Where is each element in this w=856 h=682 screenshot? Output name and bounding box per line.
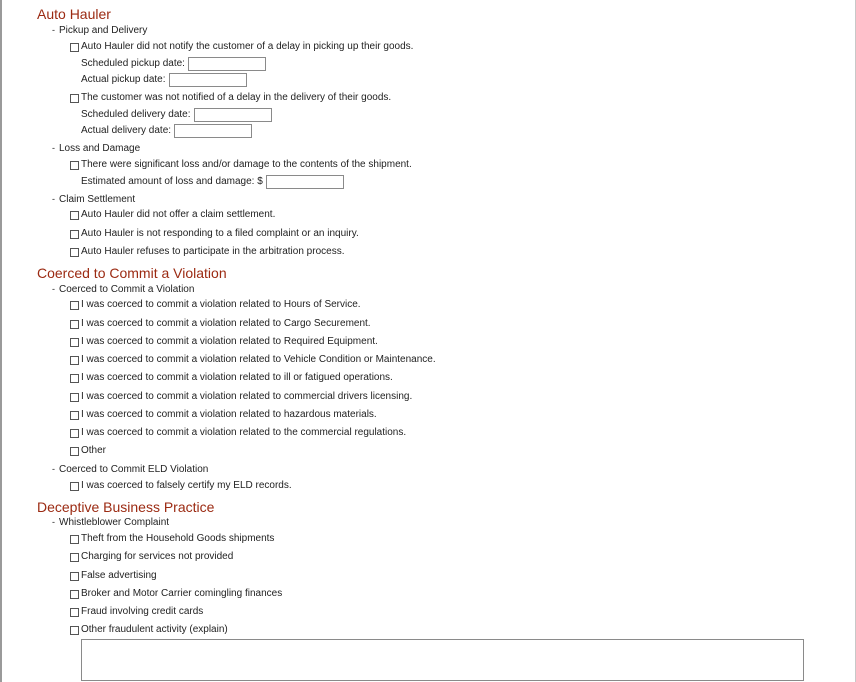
checkbox-row-false-advertising[interactable] [70,570,157,582]
pickup-delay-label: Auto Hauler did not notify the customer of a delay in picking up their goods. [81,41,414,52]
actual-delivery-row [81,124,252,138]
coerced-vehicle-label: I was coerced to commit a violation related to Vehicle Condition or Maintenance. [81,354,436,365]
other-fraud-explain-textarea[interactable] [81,639,804,681]
coerced-equipment-label: I was coerced to commit a violation related to Required Equipment. [81,336,378,347]
checkbox-row-significant-loss[interactable] [70,159,412,171]
checkbox-row-charging[interactable] [70,551,233,563]
estimate-loss-label: Estimated amount of loss and damage: $ [81,176,263,187]
checkbox-row-theft[interactable] [70,533,274,545]
checkbox-row-coerced-fatigued[interactable] [70,372,393,384]
coerced-cargo-label: I was coerced to commit a violation related to Cargo Securement. [81,318,371,329]
scheduled-pickup-input[interactable] [188,57,266,71]
actual-delivery-label: Actual delivery date: [81,125,172,136]
credit-fraud-checkbox[interactable] [70,608,79,617]
coerced-fatigued-checkbox[interactable] [70,374,79,383]
estimate-loss-input[interactable] [266,175,344,189]
coerced-other-checkbox[interactable] [70,447,79,456]
credit-fraud-label: Fraud involving credit cards [81,606,204,617]
claim-refuses-arbitration-label: Auto Hauler refuses to participate in the arbitration process. [81,246,345,257]
checkbox-row-pickup-delay[interactable] [70,41,413,53]
checkbox-row-claim-1[interactable] [70,209,275,221]
scheduled-delivery-label: Scheduled delivery date: [81,109,191,120]
coerced-fatigued-label: I was coerced to commit a violation related to ill or fatigued operations. [81,372,393,383]
scheduled-pickup-label: Scheduled pickup date: [81,58,185,69]
scheduled-delivery-row [81,108,272,122]
comingling-label: Broker and Motor Carrier comingling finances [81,588,283,599]
coerced-equipment-checkbox[interactable] [70,338,79,347]
subsection-loss-damage: - Loss and Damage [52,143,141,154]
checkbox-row-coerced-hazmat[interactable] [70,409,377,421]
section-title-deceptive: Deceptive Business Practice [37,499,215,515]
scheduled-delivery-input[interactable] [194,108,272,122]
coerced-other-label: Other [81,445,107,456]
subsection-whistleblower: - Whistleblower Complaint [52,517,170,528]
charging-checkbox[interactable] [70,553,79,562]
checkbox-row-credit-fraud[interactable] [70,606,203,618]
coerced-vehicle-checkbox[interactable] [70,356,79,365]
claim-not-responding-checkbox[interactable] [70,230,79,239]
subsection-coerced-violation: - Coerced to Commit a Violation [52,284,195,295]
checkbox-row-delivery-delay[interactable] [70,92,391,104]
significant-loss-label: There were significant loss and/or damage to the contents of the shipment. [81,159,412,170]
scheduled-pickup-row [81,57,266,71]
window-left-border [0,0,2,682]
other-fraud-label: Other fraudulent activity (explain) [81,624,228,635]
coerced-cargo-checkbox[interactable] [70,320,79,329]
subsection-coerced-eld: - Coerced to Commit ELD Violation [52,464,209,475]
eld-falsely-certify-checkbox[interactable] [70,482,79,491]
checkbox-row-coerced-cargo[interactable] [70,318,371,330]
checkbox-row-comingling[interactable] [70,588,282,600]
other-fraud-checkbox[interactable] [70,626,79,635]
actual-pickup-row [81,73,247,87]
coerced-hazmat-checkbox[interactable] [70,411,79,420]
comingling-checkbox[interactable] [70,590,79,599]
subsection-pickup-delivery: - Pickup and Delivery [52,25,148,36]
pickup-delay-checkbox[interactable] [70,43,79,52]
theft-checkbox[interactable] [70,535,79,544]
checkbox-row-coerced-licensing[interactable] [70,391,412,403]
theft-label: Theft from the Household Goods shipments [81,533,275,544]
coerced-regulations-label: I was coerced to commit a violation related to the commercial regulations. [81,427,407,438]
actual-pickup-label: Actual pickup date: [81,74,166,85]
section-title-auto-hauler: Auto Hauler [37,6,111,22]
subsection-claim-settlement: - Claim Settlement [52,194,136,205]
coerced-hours-checkbox[interactable] [70,301,79,310]
delivery-delay-checkbox[interactable] [70,94,79,103]
checkbox-row-coerced-regulations[interactable] [70,427,406,439]
checkbox-row-coerced-vehicle[interactable] [70,354,436,366]
coerced-licensing-label: I was coerced to commit a violation related to commercial drivers licensing. [81,391,413,402]
checkbox-row-claim-2[interactable] [70,228,359,240]
claim-no-offer-checkbox[interactable] [70,211,79,220]
charging-label: Charging for services not provided [81,551,234,562]
eld-falsely-certify-label: I was coerced to falsely certify my ELD records. [81,480,292,491]
checkbox-row-eld[interactable] [70,480,292,492]
checkbox-row-claim-3[interactable] [70,246,344,258]
false-advertising-label: False advertising [81,570,157,581]
checkbox-row-coerced-equipment[interactable] [70,336,378,348]
checkbox-row-coerced-other[interactable] [70,445,106,457]
claim-refuses-arbitration-checkbox[interactable] [70,248,79,257]
actual-delivery-input[interactable] [174,124,252,138]
actual-pickup-input[interactable] [169,73,247,87]
delivery-delay-label: The customer was not notified of a delay in the delivery of their goods. [81,92,392,103]
coerced-licensing-checkbox[interactable] [70,393,79,402]
false-advertising-checkbox[interactable] [70,572,79,581]
section-title-coerced: Coerced to Commit a Violation [37,265,227,281]
coerced-hazmat-label: I was coerced to commit a violation related to hazardous materials. [81,409,377,420]
claim-no-offer-label: Auto Hauler did not offer a claim settlement. [81,209,276,220]
claim-not-responding-label: Auto Hauler is not responding to a filed complaint or an inquiry. [81,228,359,239]
coerced-hours-label: I was coerced to commit a violation related to Hours of Service. [81,299,361,310]
checkbox-row-other-fraud[interactable] [70,624,228,636]
significant-loss-checkbox[interactable] [70,161,79,170]
checkbox-row-coerced-hours[interactable] [70,299,361,311]
estimate-loss-row [81,175,344,189]
coerced-regulations-checkbox[interactable] [70,429,79,438]
